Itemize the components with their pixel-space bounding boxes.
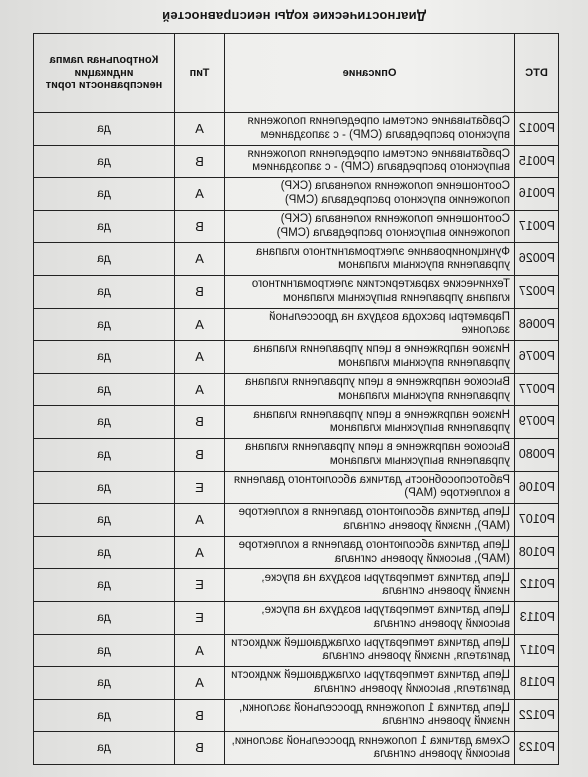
dtc-lamp-status: да: [34, 569, 175, 602]
table-row: [34, 243, 559, 276]
dtc-description: Параметры расхода воздуха на дроссельной заслонке: [225, 308, 515, 341]
dtc-description: Цепь датчика температуры охлаждающей жидкости двигателя, низкий уровень сигнала: [225, 634, 515, 667]
dtc-description: Схема датчика 1 положения дроссельной заслонки, высокий уровень сигнала: [225, 732, 515, 765]
table-header-row: [34, 34, 559, 113]
dtc-type: B: [175, 438, 225, 471]
dtc-type: A: [175, 308, 225, 341]
dtc-type: A: [175, 113, 225, 146]
table-row: [34, 275, 559, 308]
dtc-description: Функционирование электромагнитного клапана управления впускным клапаном: [225, 243, 515, 276]
table-row: [34, 210, 559, 243]
dtc-lamp-status: да: [34, 732, 175, 765]
dtc-type: A: [175, 243, 225, 276]
dtc-description: Высокое напряжение в цепи управления клапана управления впускным клапаном: [225, 373, 515, 406]
table-row: [34, 667, 559, 700]
dtc-code: P0107: [515, 504, 559, 537]
dtc-type: A: [175, 536, 225, 569]
dtc-lamp-status: да: [34, 145, 175, 178]
table-row: [34, 406, 559, 439]
dtc-type: B: [175, 699, 225, 732]
dtc-code: P0012: [515, 113, 559, 146]
dtc-description: Технические характеристики электромагнитного клапана управления выпускным клапаном: [225, 275, 515, 308]
dtc-type: A: [175, 341, 225, 374]
dtc-description: Работоспособность датчика абсолютного давления в коллекторе (MAP): [225, 471, 515, 504]
dtc-lamp-status: да: [34, 406, 175, 439]
dtc-type: B: [175, 406, 225, 439]
dtc-description: Низкое напряжение в цепи управления клапана управления впускным клапаном: [225, 341, 515, 374]
table-row: [34, 438, 559, 471]
dtc-description: Соотношение положения коленвала (CKP) положению впускного распредвала (CMP): [225, 178, 515, 211]
dtc-description: Срабатывание системы определения положения выпускного распредвала (CMP) - с запозданием: [225, 145, 515, 178]
dtc-description: Цепь датчика абсолютного давления в коллекторе (MAP), высокий уровень сигнала: [225, 536, 515, 569]
dtc-code: P0122: [515, 699, 559, 732]
dtc-description: Высокое напряжение в цепи управления клапана управления выпускным клапаном: [225, 438, 515, 471]
table-body: [34, 113, 559, 765]
dtc-type: B: [175, 732, 225, 765]
dtc-lamp-status: да: [34, 438, 175, 471]
dtc-code: P0079: [515, 406, 559, 439]
dtc-description: Цепь датчика 1 положения дроссельной заслонки, низкий уровень сигнала: [225, 699, 515, 732]
table-row: [34, 504, 559, 537]
page-title: Диагностические коды неисправностей: [161, 9, 427, 24]
dtc-description: Цепь датчика температуры охлаждающей жидкости двигателя, высокий уровень сигнала: [225, 667, 515, 700]
dtc-lamp-status: да: [34, 699, 175, 732]
dtc-type: E: [175, 471, 225, 504]
dtc-type: B: [175, 210, 225, 243]
table-row: [34, 732, 559, 765]
dtc-code: P0117: [515, 634, 559, 667]
dtc-code: P0068: [515, 308, 559, 341]
dtc-type: A: [175, 504, 225, 537]
table-row: [34, 341, 559, 374]
dtc-code: P0106: [515, 471, 559, 504]
table-row: [34, 699, 559, 732]
dtc-code: P0077: [515, 373, 559, 406]
table-row: [34, 373, 559, 406]
table-row: [34, 536, 559, 569]
header-lamp: Контрольная лампа индикации неисправности горит: [34, 34, 175, 113]
dtc-code: P0076: [515, 341, 559, 374]
dtc-lamp-status: да: [34, 178, 175, 211]
dtc-type: A: [175, 634, 225, 667]
dtc-code: P0016: [515, 178, 559, 211]
dtc-code: P0017: [515, 210, 559, 243]
dtc-table: [33, 33, 559, 765]
dtc-lamp-status: да: [34, 210, 175, 243]
dtc-description: Цепь датчика температуры воздуха на впуске, высокий уровень сигнала: [225, 601, 515, 634]
dtc-description: Срабатывание системы определения положения впускного распредвала (CMP) - с запозданием: [225, 113, 515, 146]
header-dtc: DTC: [515, 34, 559, 113]
table-row: [34, 634, 559, 667]
dtc-lamp-status: да: [34, 667, 175, 700]
dtc-code: P0015: [515, 145, 559, 178]
table-row: [34, 601, 559, 634]
dtc-type: B: [175, 145, 225, 178]
dtc-description: Цепь датчика температуры воздуха на впуске, низкий уровень сигнала: [225, 569, 515, 602]
dtc-lamp-status: да: [34, 504, 175, 537]
dtc-lamp-status: да: [34, 536, 175, 569]
header-type: Тип: [175, 34, 225, 113]
dtc-lamp-status: да: [34, 308, 175, 341]
dtc-lamp-status: да: [34, 113, 175, 146]
dtc-code: P0027: [515, 275, 559, 308]
dtc-code: P0113: [515, 601, 559, 634]
dtc-lamp-status: да: [34, 243, 175, 276]
dtc-lamp-status: да: [34, 373, 175, 406]
dtc-code: P0118: [515, 667, 559, 700]
table-row: [34, 178, 559, 211]
dtc-code: P0080: [515, 438, 559, 471]
dtc-lamp-status: да: [34, 275, 175, 308]
table-row: [34, 308, 559, 341]
dtc-code: P0026: [515, 243, 559, 276]
dtc-type: E: [175, 569, 225, 602]
dtc-type: E: [175, 601, 225, 634]
dtc-lamp-status: да: [34, 471, 175, 504]
table-row: [34, 113, 559, 146]
dtc-type: A: [175, 667, 225, 700]
table-row: [34, 471, 559, 504]
dtc-lamp-status: да: [34, 634, 175, 667]
dtc-type: B: [175, 275, 225, 308]
table-row: [34, 145, 559, 178]
dtc-code: P0112: [515, 569, 559, 602]
dtc-lamp-status: да: [34, 601, 175, 634]
dtc-type: A: [175, 178, 225, 211]
dtc-description: Низкое напряжение в цепи управления клапана управления выпускным клапаном: [225, 406, 515, 439]
dtc-type: A: [175, 373, 225, 406]
dtc-description: Цепь датчика абсолютного давления в коллекторе (MAP), низкий уровень сигнала: [225, 504, 515, 537]
header-description: Описание: [225, 34, 515, 113]
dtc-description: Соотношение положения коленвала (CKP) положению выпускного распредвала (CMP): [225, 210, 515, 243]
dtc-code: P0123: [515, 732, 559, 765]
table-row: [34, 569, 559, 602]
dtc-code: P0108: [515, 536, 559, 569]
dtc-lamp-status: да: [34, 341, 175, 374]
